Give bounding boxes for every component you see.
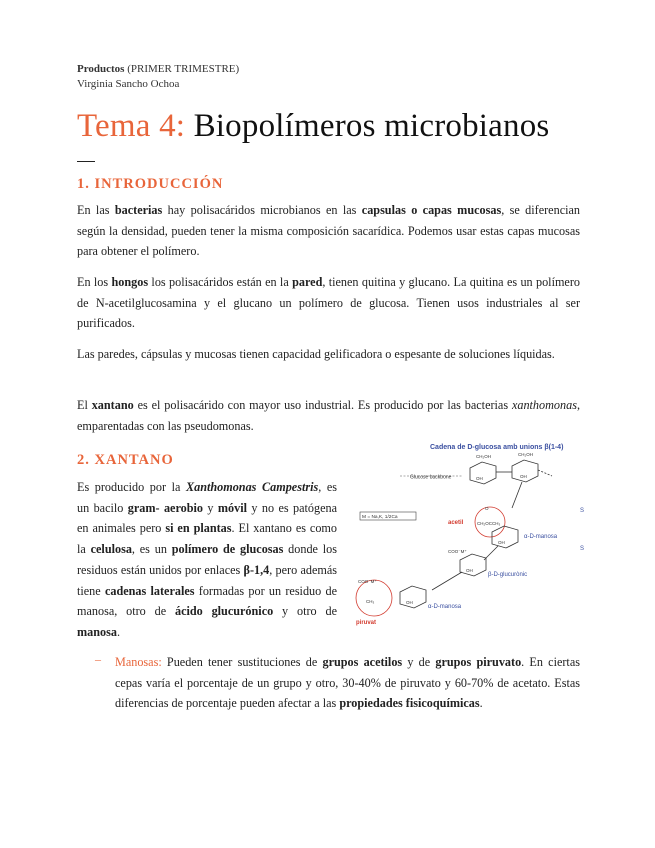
text-run: Es producido por la (77, 480, 186, 494)
title-number: Tema 4: (77, 108, 186, 144)
intro-paragraph-3 (77, 344, 580, 365)
text-run: xantano (91, 398, 134, 412)
intro-paragraph-2 (77, 272, 580, 334)
title-divider (77, 161, 95, 162)
alpha-manosa-bottom-label: α-D-manosa (428, 604, 462, 610)
intro-paragraph-1 (77, 200, 580, 262)
carboxylate-label-1: COO⁻M⁺ (448, 549, 467, 554)
text-run: propiedades fisicoquímicas (339, 696, 480, 710)
text-run: . El xantano es como la (77, 521, 337, 557)
text-run: , emparentadas con las pseudomonas. (77, 398, 580, 433)
text-run: los polisacáridos están en la (148, 275, 293, 289)
side-chain-link-3 (432, 572, 462, 590)
alpha-manosa-top-label: α-D-manosa (524, 534, 558, 540)
text-run: móvil (217, 500, 247, 515)
text-run: pared (292, 275, 323, 289)
document-header (77, 62, 239, 92)
course-name: Productos (77, 63, 125, 75)
figure-edge-mark-1: S (580, 508, 584, 514)
oh-label-4: OH (466, 568, 473, 573)
acetyl-oxygen-label: O (485, 506, 489, 511)
chain-continuation (538, 470, 552, 476)
ch2oh-label-1: CH₂OH (476, 454, 491, 459)
ch2oh-label-2: CH₂OH (518, 452, 533, 457)
text-run: β-1,4 (243, 562, 270, 577)
text-run: Las paredes, cápsulas y mucosas tienen capacidad gelificadora o espesante de soluciones líquidas. (77, 347, 555, 361)
section-heading-xantano: 2. XANTANO (77, 452, 174, 468)
methyl-label: CH₃ (366, 599, 375, 604)
author-name: Virginia Sancho Ochoa (77, 78, 180, 90)
title-text: Biopolímeros microbianos (185, 108, 550, 144)
oh-label-2: OH (520, 474, 527, 479)
text-run: . En ciertas cepas varía el porcentaje de un grupo y otro, 30-40% de piruvato y 60-70% de acetato. Estas diferencias de porcentaje pueden afectar a las (115, 655, 580, 710)
list-item (95, 652, 580, 714)
text-run: cadenas laterales (104, 583, 195, 598)
text-run: y (203, 500, 218, 515)
text-run: . (479, 696, 483, 710)
text-run: El (77, 398, 92, 412)
mannose-ring-top (492, 526, 518, 548)
text-run: si en plantas (165, 521, 232, 536)
xanthan-structure-figure (352, 440, 584, 630)
oh-label-1: OH (476, 476, 483, 481)
text-run: es el polisacárido con mayor uso industrial. Es producido por las bacterias (133, 398, 512, 412)
figure-edge-mark-2: S (580, 546, 584, 552)
course-term: (PRIMER TRIMESTRE) (124, 63, 240, 75)
text-run: manosa (77, 624, 117, 639)
text-run: En los (77, 275, 112, 289)
oh-label-3: OH (498, 540, 505, 545)
text-run: formadas por un residuo de manosa, otro de (77, 583, 337, 619)
text-run: Manosas: (115, 655, 162, 669)
text-run: , es un bacilo (77, 480, 337, 515)
text-run: y otro de (273, 604, 337, 619)
text-run: capsulas o capas mucosas (361, 203, 502, 217)
text-run: , tienen quitina y glucano. La quitina es un polímero de N-acetilglucosamina y el glucano un polímero de glucosa. Tienen usos industriales al ser purificados. (77, 275, 580, 330)
section-heading-introduccion: 1. INTRODUCCIÓN (77, 176, 224, 192)
manosas-paragraph (115, 652, 580, 714)
text-run: y de (402, 655, 436, 669)
text-run: , es un (131, 542, 172, 557)
text-run: , pero además tiene (77, 562, 337, 598)
text-run: xanthomonas (511, 398, 577, 412)
piruvat-label: piruvat (356, 620, 377, 626)
text-run: donde los residuos están unidos por enlaces (77, 542, 337, 577)
xantano-paragraph (77, 477, 337, 643)
text-run: bacterias (114, 203, 163, 217)
text-run: grupos acetilos (322, 655, 403, 669)
text-run: y no es patógena en animales pero (77, 500, 337, 536)
text-run: En las (77, 203, 115, 217)
pyruvate-circle (356, 580, 392, 616)
acetyl-group-label: CH₂OCCH₃ (477, 521, 501, 526)
bullet-dash: – (95, 652, 101, 666)
text-run: celulosa (90, 542, 132, 557)
beta-glucuronic-label: β-D-glucurònic (488, 572, 528, 578)
text-run: Pueden tener sustituciones de (161, 655, 323, 669)
counterion-label: M = Na,K, 1/2Ca (362, 515, 398, 520)
oh-label-5: OH (406, 600, 413, 605)
carboxylate-label-2: COO⁻M⁺ (358, 579, 377, 584)
backbone-label: Glucose backbone (410, 474, 452, 481)
text-run: . (116, 624, 121, 639)
text-run: hay polisacáridos microbianos en las (162, 203, 362, 217)
text-run: gram- aerobio (127, 500, 203, 515)
text-run: Xanthomonas Campestris (185, 480, 319, 494)
text-run: grupos piruvato (435, 655, 522, 669)
page-title (77, 108, 549, 145)
text-run: , se diferencian según la densidad, pueden tener la misma composición sacarídica. Podemos usar estas capas mucosas para obtener el polímero. (77, 203, 580, 258)
mannose-ring-bottom (400, 586, 426, 608)
text-run: hongos (111, 275, 149, 289)
glucuronic-ring (460, 554, 486, 576)
text-run: ácido glucurónico (174, 604, 274, 619)
figure-title: Cadena de D-glucosa amb unions β(1-4) (430, 444, 564, 451)
side-chain-link-1 (512, 482, 522, 508)
glucose-ring-1 (470, 462, 496, 484)
intro-paragraph-4 (77, 395, 580, 436)
acetil-label: acetil (448, 520, 464, 526)
text-run: polímero de glucosas (171, 542, 284, 557)
